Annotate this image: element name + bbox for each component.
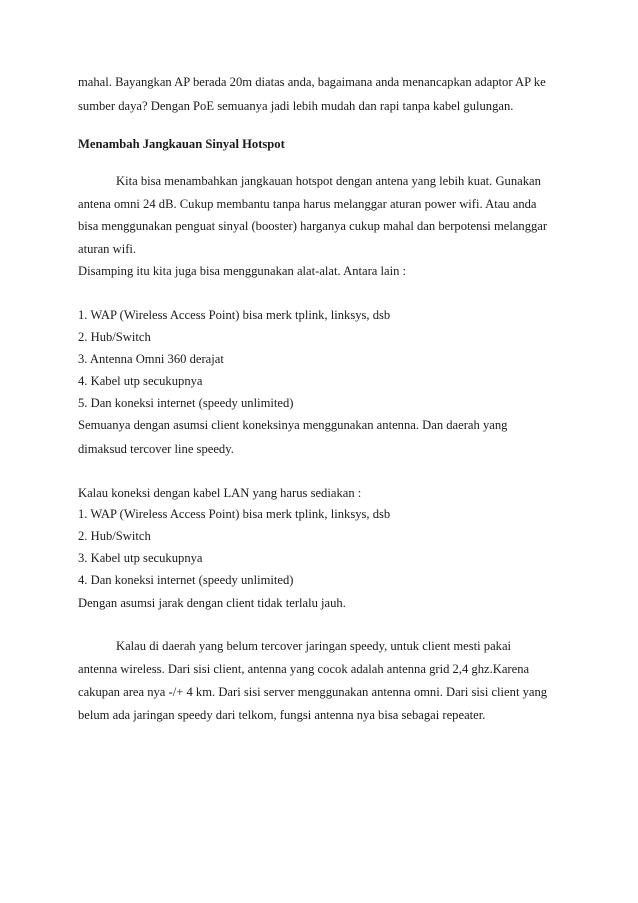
list-item: 4. Kabel utp secukupnya: [78, 374, 203, 388]
section-heading: Menambah Jangkauan Sinyal Hotspot: [78, 137, 285, 151]
list-item: 5. Dan koneksi internet (speedy unlimited): [78, 396, 294, 410]
text-line: mahal. Bayangkan AP berada 20m diatas anda, bagaimana anda menancapkan adaptor AP ke: [78, 75, 546, 89]
list-item: 3. Kabel utp secukupnya: [78, 551, 203, 565]
text-line: Semuanya dengan asumsi client koneksinya menggunakan antenna. Dan daerah yang: [78, 418, 508, 432]
text-line: Dengan asumsi jarak dengan client tidak terlalu jauh.: [78, 596, 346, 610]
text-line: cakupan area nya -/+ 4 km. Dari sisi server menggunakan antenna omni. Dari sisi client yang: [78, 685, 548, 699]
list-item: 2. Hub/Switch: [78, 330, 151, 344]
text-line: antena omni 24 dB. Cukup membantu tanpa harus melanggar aturan power wifi. Atau anda: [78, 197, 537, 211]
text-line: sumber daya? Dengan PoE semuanya jadi lebih mudah dan rapi tanpa kabel gulungan.: [78, 99, 514, 113]
text-line: Disamping itu kita juga bisa menggunakan alat-alat. Antara lain :: [78, 264, 407, 278]
text-line: aturan wifi.: [78, 242, 137, 256]
list-item: 1. WAP (Wireless Access Point) bisa merk tplink, linksys, dsb: [78, 308, 391, 322]
text-line: Kalau koneksi dengan kabel LAN yang harus sediakan :: [78, 486, 362, 500]
text-line: bisa menggunakan penguat sinyal (booster) harganya cukup mahal dan berpotensi melanggar: [78, 219, 548, 233]
text-line: Kita bisa menambahkan jangkauan hotspot dengan antena yang lebih kuat. Gunakan: [116, 174, 541, 188]
text-line: antenna wireless. Dari sisi client, antenna yang cocok adalah antenna grid 2,4 ghz.Karena: [78, 662, 530, 676]
list-item: 4. Dan koneksi internet (speedy unlimited): [78, 573, 294, 587]
list-item: 2. Hub/Switch: [78, 529, 151, 543]
text-line: belum ada jaringan speedy dari telkom, fungsi antenna nya bisa sebagai repeater.: [78, 708, 486, 722]
text-line: Kalau di daerah yang belum tercover jaringan speedy, untuk client mesti pakai: [116, 639, 512, 653]
list-item: 1. WAP (Wireless Access Point) bisa merk tplink, linksys, dsb: [78, 507, 391, 521]
list-item: 3. Antenna Omni 360 derajat: [78, 352, 224, 366]
text-line: dimaksud tercover line speedy.: [78, 442, 234, 456]
